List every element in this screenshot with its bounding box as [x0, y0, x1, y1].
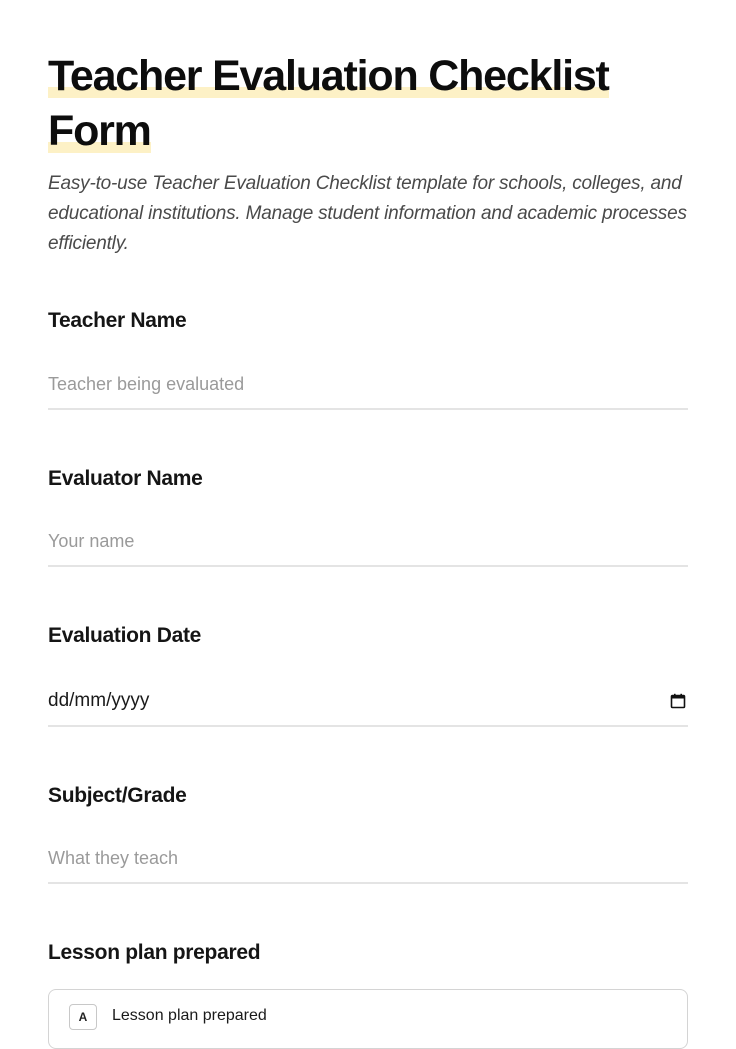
evaluator-name-input-wrap	[48, 517, 688, 567]
evaluator-name-label: Evaluator Name	[48, 467, 203, 490]
form-title	[48, 0, 688, 159]
option-key-badge: A	[69, 1004, 97, 1030]
calendar-icon[interactable]	[670, 693, 686, 709]
lesson-plan-option-a[interactable]	[48, 989, 688, 1049]
evaluator-name-input[interactable]	[48, 531, 688, 552]
form-description: Easy-to-use Teacher Evaluation Checklist template for schools, colleges, and educational institutions. Manage student information and academic processes efficiently.	[48, 173, 687, 254]
subject-grade-label: Subject/Grade	[48, 784, 187, 807]
teacher-name-input[interactable]	[48, 374, 688, 395]
form-title-text: Teacher Evaluation Checklist Form	[48, 52, 609, 155]
evaluation-date-field	[48, 623, 688, 649]
evaluator-name-field	[48, 466, 688, 492]
subject-grade-field	[48, 783, 688, 809]
lesson-plan-field	[48, 940, 688, 966]
teacher-name-label: Teacher Name	[48, 309, 187, 332]
form-container	[48, 0, 688, 1024]
evaluation-date-label: Evaluation Date	[48, 624, 202, 647]
subject-grade-input[interactable]	[48, 848, 688, 869]
evaluation-date-display: dd/mm/yyyy	[48, 690, 150, 711]
teacher-name-field	[48, 308, 688, 334]
evaluation-date-input[interactable]	[48, 677, 688, 727]
subject-grade-input-wrap	[48, 834, 688, 884]
teacher-name-input-wrap	[48, 360, 688, 410]
lesson-plan-label: Lesson plan prepared	[48, 941, 261, 964]
option-label: Lesson plan prepared	[112, 1007, 267, 1024]
